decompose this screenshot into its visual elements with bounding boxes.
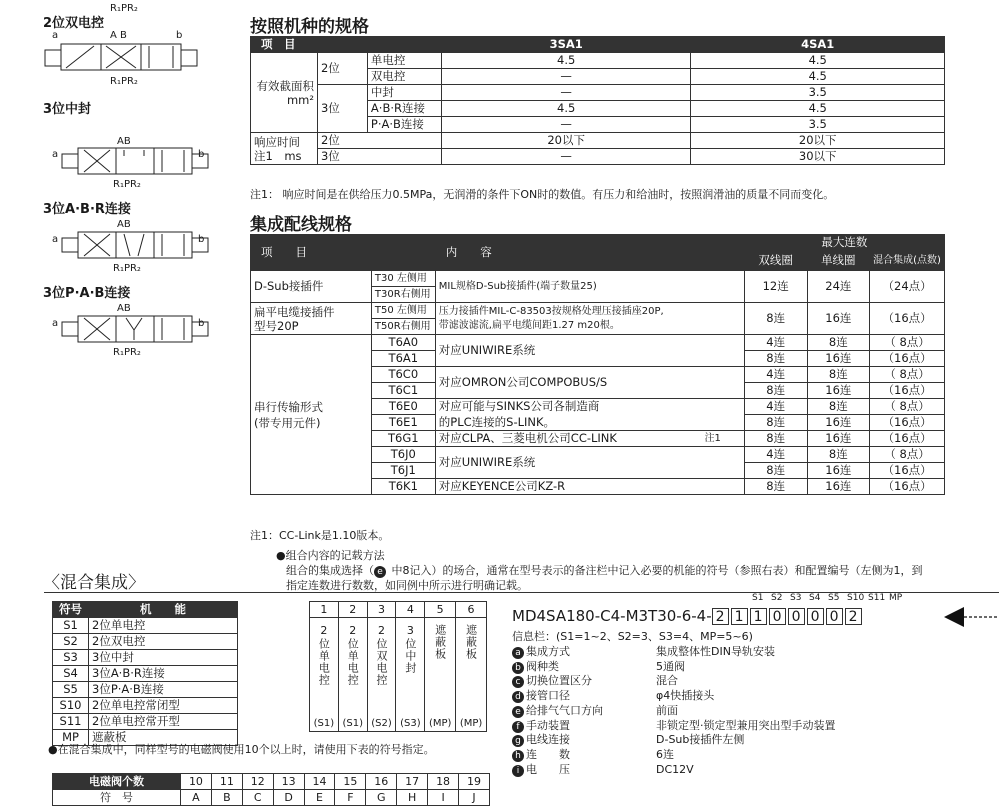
mixed-func: 2位双电控 [89,634,238,650]
count-table [52,773,490,806]
symbol-b-label: b [176,30,183,41]
model-item-label: 阀种类 [526,659,559,673]
count-letter: B [211,790,242,806]
flat-mixed: （16点） [870,303,945,335]
count-letter: J [459,790,490,806]
count-letter: A [181,790,212,806]
serial-content: 对应OMRON公司COMPOBUS/S [435,367,744,399]
model-code [512,607,864,625]
mixed-sym: S5 [53,682,89,698]
model-label: MP [889,593,903,603]
layout-type: 3位中封 [403,624,417,674]
model-item-value: 非锁定型·锁定型兼用突出型手动装置 [656,718,836,732]
model-item-label: 电线连接 [526,733,570,747]
symbol-a-label: a [52,318,59,329]
spec-header-4sa1: 4SA1 [691,37,945,53]
mixed-sym: S3 [53,650,89,666]
model-items [512,645,836,777]
combo-note-line1 [286,562,923,578]
valve-symbol-3pos-closed-icon [44,146,214,176]
arrow-left-icon [944,606,999,628]
spec-value: 3.5 [691,117,945,133]
symbol-ab-label: A B [110,30,127,41]
spec-header-item: 项 目 [251,37,442,53]
layout-type: 遮蔽板 [433,624,447,660]
spec-value: 3.5 [691,85,945,101]
layout-type: 2位单电控 [317,624,331,686]
serial-single: 16连 [807,479,870,495]
serial-double: 8连 [744,479,807,495]
count-num: 18 [428,774,459,790]
serial-content: 对应UNIWIRE系统 [435,335,744,367]
model-digit: 0 [807,608,824,625]
symbol-a-label: a [52,234,59,245]
serial-content: 对应可能与SINKS公司各制造商 [435,399,744,415]
model-digit: 1 [731,608,748,625]
model-digit: 0 [788,608,805,625]
count-letter: G [366,790,397,806]
count-num: 17 [397,774,428,790]
spec-row-label: 双电控 [367,69,441,85]
flat-single: 16连 [807,303,870,335]
count-num: 11 [211,774,242,790]
dsub-content: MIL规格D-Sub接插件(端子数量25) [435,271,744,303]
serial-single: 8连 [807,367,870,383]
model-item-value: DC12V [656,762,694,776]
model-label: S2 [771,593,783,603]
flat-double: 8连 [744,303,807,335]
serial-mixed: （16点） [870,431,945,447]
dsub-code: T30 左侧用 [371,271,435,287]
serial-mixed: （ 8点） [870,399,945,415]
serial-single: 16连 [807,463,870,479]
model-label: S5 [828,593,840,603]
symbol-b-label: b [198,149,205,160]
serial-code: T6J0 [371,447,435,463]
combo-note-line1a: 组合的集成选择（ [286,564,374,577]
mixed-func: 3位中封 [89,650,238,666]
serial-single: 16连 [807,415,870,431]
wiring-title: 集成配线规格 [250,215,352,235]
mixed-func: 3位A·B·R连接 [89,666,238,682]
pos2-label: 2位 [317,53,367,85]
model-item [512,748,836,763]
serial-note-ref: 注1 [704,433,721,444]
resp-value: 20以下 [441,133,691,149]
layout-num: 4 [396,602,425,618]
serial-double: 4连 [744,399,807,415]
layout-num: 1 [310,602,339,618]
spec-value: — [441,69,691,85]
serial-mixed: （ 8点） [870,447,945,463]
spec-table [250,36,945,165]
model-item-label: 给排气气口方向 [526,703,603,717]
count-num: 15 [335,774,366,790]
count-letter: I [428,790,459,806]
flat-label-1: 扁平电缆接插件 [254,304,335,319]
serial-mixed: （ 8点） [870,335,945,351]
serial-content: 对应UNIWIRE系统 [435,447,744,479]
flat-code: T50R右侧用 [371,319,435,335]
valve-symbol-2pos-double-icon [44,42,214,72]
layout-num: 5 [425,602,456,618]
model-labels [752,593,908,603]
serial-single: 16连 [807,351,870,367]
wiring-header-item: 项 目 [251,235,436,271]
spec-value: — [441,117,691,133]
model-item-value: 混合 [656,674,678,688]
wiring-header-single: 单线圈 [807,251,870,271]
dsub-label: D-Sub接插件 [251,271,372,303]
serial-single: 8连 [807,399,870,415]
wiring-header-content: 内 容 [435,235,744,271]
symbol-top-ports: R₁PR₂ [110,3,138,14]
serial-double: 4连 [744,447,807,463]
wiring-header-double: 双线圈 [744,251,807,271]
flat-label-2: 型号20P [254,318,299,333]
wiring-header-max: 最大连数 [744,235,944,251]
mixed-title: 〈混合集成〉 [43,573,145,593]
mixed-sym: S11 [53,714,89,730]
model-item-value: 前面 [656,703,678,717]
count-letter: C [242,790,273,806]
serial-single: 8连 [807,447,870,463]
spec-row-label: P·A·B连接 [367,117,441,133]
symbol-ab-label: AB [117,136,131,147]
symbol-bottom-ports: R₁PR₂ [110,76,138,87]
mixed-sym: S10 [53,698,89,714]
serial-content: 对应KEYENCE公司KZ-R [435,479,744,495]
count-header-sym: 符 号 [53,790,181,806]
resp-row-label: 3位 [317,149,441,165]
symbol-bottom-ports: R₁PR₂ [113,347,141,358]
spec-header-3sa1: 3SA1 [441,37,691,53]
layout-sym: (S1) [310,716,339,732]
combo-note-line2: 指定连数进行数数，如同例中所示进行明确记载。 [286,579,528,592]
serial-code: T6K1 [371,479,435,495]
model-item-value: D-Sub接插件左侧 [656,733,745,747]
spec-value: 4.5 [691,69,945,85]
symbol-a-label: a [52,149,59,160]
mixed-note: ●在混合集成中，同样型号的电磁阀使用10个以上时，请使用下表的符号指定。 [48,743,435,756]
model-prefix: MD4SA180-C4-M3T30-6-4- [512,607,712,625]
circle-e-icon: e [374,566,386,578]
spec-value: 4.5 [441,53,691,69]
dsub-mixed: （24点） [870,271,945,303]
serial-single: 16连 [807,383,870,399]
area-cell [251,53,318,133]
model-digit: 0 [769,608,786,625]
count-letter: E [304,790,335,806]
mixed-header-func: 机 能 [89,602,238,618]
circle-g-icon: g [512,735,524,747]
layout-num: 6 [456,602,487,618]
symbol-title-3pos-abr: 3位A·B·R连接 [43,202,131,217]
mixed-header-sym: 符号 [53,602,89,618]
model-label: S10 [847,593,865,603]
valve-symbol-3pos-abr-icon [44,230,214,260]
model-label: S3 [790,593,802,603]
serial-mixed: （ 8点） [870,367,945,383]
symbol-bottom-ports: R₁PR₂ [113,179,141,190]
layout-type: 2位单电控 [346,624,360,686]
flat-content-1: 压力接插件MIL-C-83503按规格处理压接插座20P, [438,305,664,317]
circle-a-icon: a [512,647,524,659]
mixed-func: 2位单电控常开型 [89,714,238,730]
mixed-func: 2位单电控 [89,618,238,634]
layout-sym: (MP) [425,716,456,732]
serial-label-2: (带专用元件) [254,415,321,430]
spec-value: 4.5 [691,53,945,69]
serial-double: 4连 [744,335,807,351]
serial-code: T6C0 [371,367,435,383]
spec-row-label: A·B·R连接 [367,101,441,117]
symbol-title-3pos-pab: 3位P·A·B连接 [43,286,131,301]
layout-sym: (S3) [396,716,425,732]
model-item-label: 电 压 [526,762,570,776]
model-item [512,660,836,675]
serial-double: 8连 [744,463,807,479]
model-item-label: 连 数 [526,747,570,761]
count-header-num: 电磁阀个数 [53,774,181,790]
serial-double: 8连 [744,351,807,367]
wiring-note: 注1：CC-Link是1.10版本。 [250,529,390,542]
model-item [512,674,836,689]
count-num: 10 [181,774,212,790]
model-item-label: 集成方式 [526,645,570,658]
dsub-code: T30R右侧用 [371,287,435,303]
model-item-value: 5通阀 [656,659,685,673]
count-letter: F [335,790,366,806]
layout-sym: (S2) [367,716,396,732]
layout-num: 2 [338,602,367,618]
model-digit: 1 [750,608,767,625]
serial-mixed: （16点） [870,351,945,367]
serial-double: 8连 [744,415,807,431]
serial-content: 对应CLPA、三菱电机公司CC-LINK [438,431,617,445]
dsub-double: 12连 [744,271,807,303]
layout-sym: (S1) [338,716,367,732]
model-item-label: 切换位置区分 [526,674,592,688]
count-num: 19 [459,774,490,790]
mixed-sym: S2 [53,634,89,650]
dsub-single: 24连 [807,271,870,303]
area-unit: mm² [286,92,314,107]
circle-e-icon: e [512,706,524,718]
serial-code: T6E0 [371,399,435,415]
model-item-value: 集成整体性DIN导轨安装 [656,645,775,658]
resp-label: 响应时间 [254,134,300,149]
serial-code: T6A1 [371,351,435,367]
layout-table [309,601,487,732]
circle-b-icon: b [512,662,524,674]
spec-value: — [441,85,691,101]
serial-single: 16连 [807,431,870,447]
serial-mixed: （16点） [870,415,945,431]
mixed-sym: S4 [53,666,89,682]
serial-mixed: （16点） [870,463,945,479]
serial-code: T6G1 [371,431,435,447]
symbol-title-2pos-double: 2位双电控 [43,16,105,31]
wiring-table [250,234,945,495]
count-letter: D [273,790,304,806]
serial-single: 8连 [807,335,870,351]
resp-value: 20以下 [691,133,945,149]
serial-code: T6C1 [371,383,435,399]
circle-d-icon: d [512,691,524,703]
resp-cell [251,133,318,165]
resp-row-label: 2位 [317,133,441,149]
model-item [512,689,836,704]
count-letter: H [397,790,428,806]
count-num: 13 [273,774,304,790]
symbol-a-label: a [52,30,59,41]
model-item [512,645,836,660]
layout-num: 3 [367,602,396,618]
model-digit: 0 [826,608,843,625]
serial-content: 的PLC连接的S-LINK。 [435,415,744,431]
circle-i-icon: i [512,765,524,777]
count-num: 14 [304,774,335,790]
resp-value: 30以下 [691,149,945,165]
serial-double: 8连 [744,431,807,447]
symbol-b-label: b [198,234,205,245]
count-num: 12 [242,774,273,790]
model-item [512,704,836,719]
serial-content-cell [435,431,744,447]
model-label: S11 [868,593,886,603]
serial-code: T6A0 [371,335,435,351]
symbol-bottom-ports: R₁PR₂ [113,263,141,274]
spec-note: 注1： 响应时间是在供给压力0.5MPa，无润滑的条件下ON时的数值。有压力和给油时，按照润滑油的质量不同而变化。 [250,188,835,201]
model-info: 信息栏：(S1=1~2、S2=3、S3=4、MP=5~6) [512,630,753,643]
symbol-title-3pos-closed: 3位中封 [43,102,92,117]
mixed-table [52,601,238,746]
serial-label-1: 串行传输形式 [254,399,323,414]
spec-title: 按照机种的规格 [250,17,369,37]
model-item [512,733,836,748]
mixed-sym: MP [53,730,89,746]
symbol-ab-label: AB [117,219,131,230]
symbol-b-label: b [198,318,205,329]
model-item-label: 接管口径 [526,689,570,703]
flat-content-2: 带滤波滤流,扁平电缆间距1.27 m20根。 [438,319,620,331]
layout-sym: (MP) [456,716,487,732]
serial-label [251,335,372,495]
flat-content [435,303,744,335]
circle-f-icon: f [512,721,524,733]
model-label: S1 [752,593,764,603]
circle-h-icon: h [512,750,524,762]
combo-note-title: ●组合内容的记载方法 [276,549,385,562]
model-item-value: φ4快插接头 [656,689,715,703]
pos3-label: 3位 [317,85,367,133]
valve-symbol-3pos-pab-icon [44,314,214,344]
count-num: 16 [366,774,397,790]
flat-code: T50 左侧用 [371,303,435,319]
model-item-value: 6连 [656,747,674,761]
model-item [512,719,836,734]
serial-code: T6E1 [371,415,435,431]
serial-double: 4连 [744,367,807,383]
spec-value: 4.5 [441,101,691,117]
spec-row-label: 中封 [367,85,441,101]
mixed-func: 2位单电控常闭型 [89,698,238,714]
mixed-sym: S1 [53,618,89,634]
mixed-func: 3位P·A·B连接 [89,682,238,698]
area-label: 有效截面积 [256,78,314,93]
circle-c-icon: c [512,676,524,688]
model-label: S4 [809,593,821,603]
serial-double: 8连 [744,383,807,399]
spec-value: 4.5 [691,101,945,117]
model-digit: 2 [845,608,862,625]
model-item-label: 手动装置 [526,718,570,732]
serial-code: T6J1 [371,463,435,479]
model-item [512,763,836,778]
wiring-header-mixed: 混合集成(点数) [870,251,945,271]
resp-note: 注1 ms [254,148,302,163]
serial-mixed: （16点） [870,479,945,495]
mixed-func: 遮蔽板 [89,730,238,746]
serial-mixed: （16点） [870,383,945,399]
combo-note-line1b: 中8记入）的场合，通常在型号表示的备注栏中记入必要的机能的符号（参照右表）和配置编号（左侧为1，到 [388,564,923,577]
flat-label [251,303,372,335]
layout-type: 2位双电控 [375,624,389,686]
spec-row-label: 单电控 [367,53,441,69]
model-digit: 2 [712,608,729,625]
layout-type: 遮蔽板 [464,624,478,660]
symbol-ab-label: AB [117,303,131,314]
resp-value: — [441,149,691,165]
